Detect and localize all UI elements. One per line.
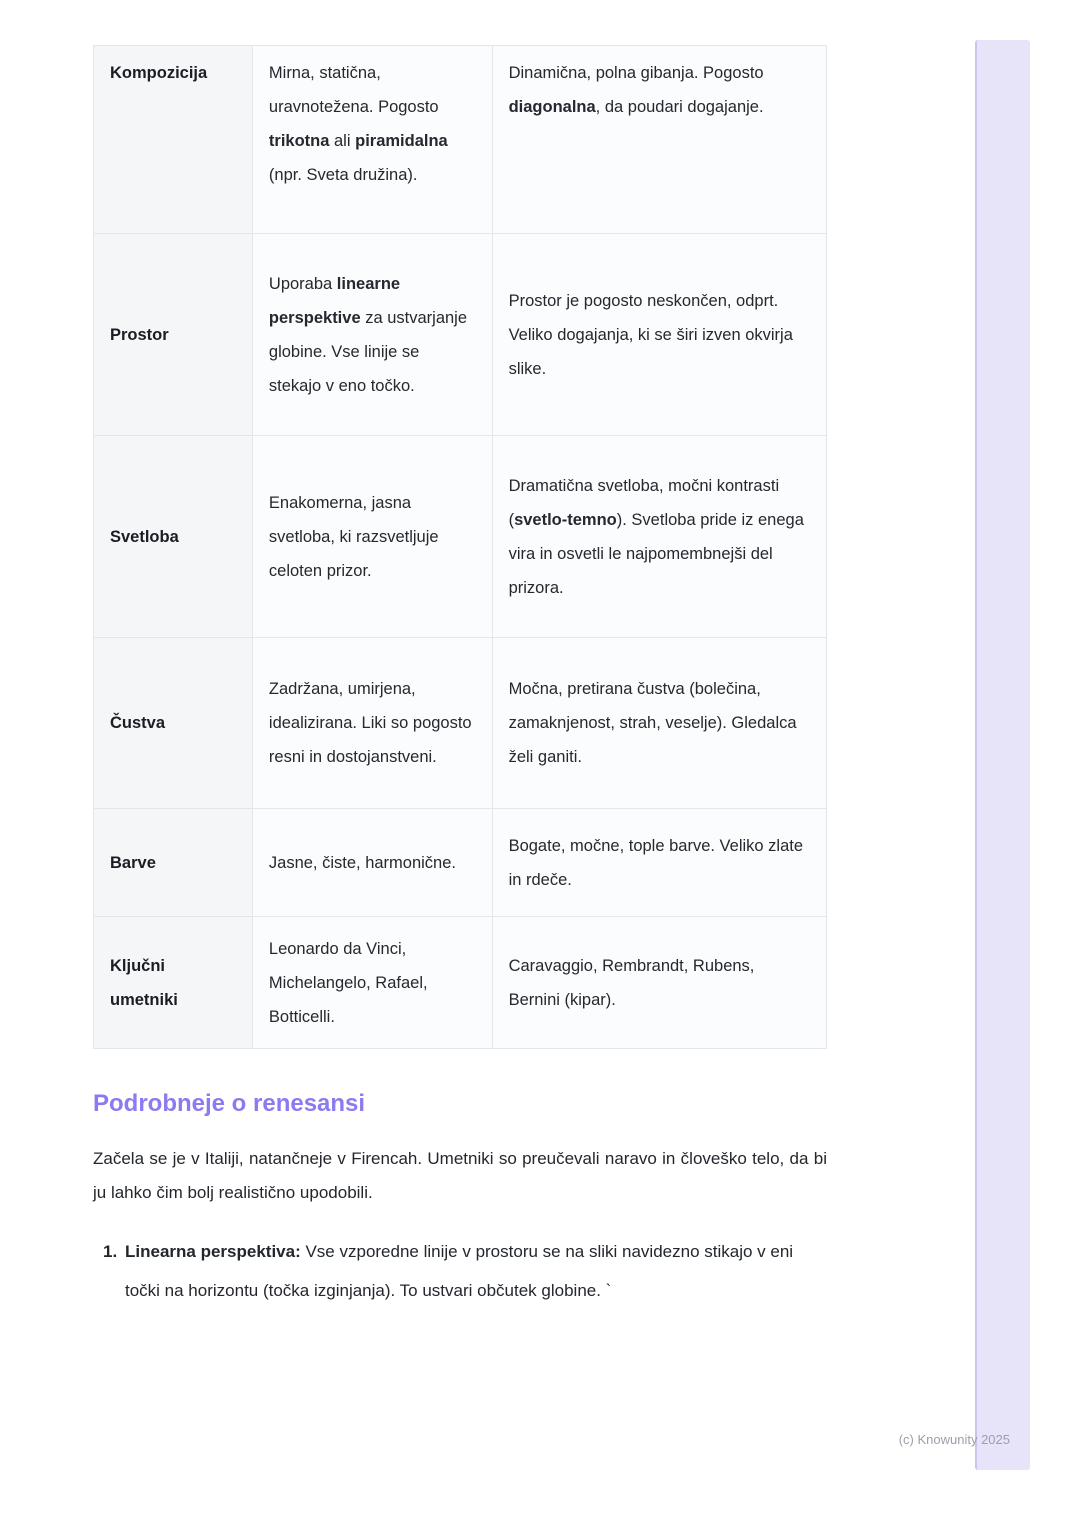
table-cell-left: Leonardo da Vinci, Michelangelo, Rafael, Botticelli. (252, 917, 492, 1049)
list-item-text: Linearna perspektiva: Vse vzporedne linije v prostoru se na sliki navidezno stikajo v eni točki na horizontu (točka izginjanja). To ustvari občutek globine. ` (125, 1242, 794, 1300)
table-cell-left: Jasne, čiste, harmonične. (252, 809, 492, 917)
row-label: Ključni umetniki (94, 917, 253, 1049)
row-label: Prostor (94, 234, 253, 436)
table-row (94, 809, 827, 917)
table-cell-left: Enakomerna, jasna svetloba, ki razsvetljuje celoten prizor. (252, 436, 492, 638)
table-row (94, 917, 827, 1049)
right-margin-strip (975, 40, 1030, 1470)
table-row (94, 46, 827, 234)
row-label: Svetloba (94, 436, 253, 638)
comparison-table (93, 45, 827, 1049)
table-cell-left: Zadržana, umirjena, idealizirana. Liki so pogosto resni in dostojanstveni. (252, 638, 492, 809)
table-cell-left: Mirna, statična, uravnotežena. Pogosto trikotna ali piramidalna (npr. Sveta družina). (252, 46, 492, 234)
table-row (94, 638, 827, 809)
table-cell-right: Dinamična, polna gibanja. Pogosto diagonalna, da poudari dogajanje. (492, 46, 826, 234)
section-heading: Podrobneje o renesansi (93, 1090, 366, 1117)
table-cell-right: Caravaggio, Rembrandt, Rubens, Bernini (kipar). (492, 917, 826, 1049)
list-item-number: 1. (103, 1242, 118, 1261)
table-cell-right: Bogate, močne, tople barve. Veliko zlate in rdeče. (492, 809, 826, 917)
row-label: Barve (94, 809, 253, 917)
table-row (94, 436, 827, 638)
list-item (103, 1232, 803, 1310)
table-cell-right: Močna, pretirana čustva (bolečina, zamaknjenost, strah, veselje). Gledalca želi ganiti. (492, 638, 826, 809)
section-paragraph: Začela se je v Italiji, natančneje v Firencah. Umetniki so preučevali naravo in človeško telo, da bi ju lahko čim bolj realistično upodobili. (93, 1149, 827, 1202)
table-cell-right: Dramatična svetloba, močni kontrasti (svetlo-temno). Svetloba pride iz enega vira in osvetli le najpomembnejši del prizora. (492, 436, 826, 638)
table-cell-left: Uporaba linearne perspektive za ustvarjanje globine. Vse linije se stekajo v eno točko. (252, 234, 492, 436)
numbered-list (103, 1232, 803, 1310)
copyright-footer: (c) Knowunity 2025 (898, 1432, 1010, 1447)
row-label: Čustva (94, 638, 253, 809)
table-row (94, 234, 827, 436)
row-label: Kompozicija (94, 46, 253, 234)
table-cell-right: Prostor je pogosto neskončen, odprt. Veliko dogajanja, ki se širi izven okvirja slike. (492, 234, 826, 436)
